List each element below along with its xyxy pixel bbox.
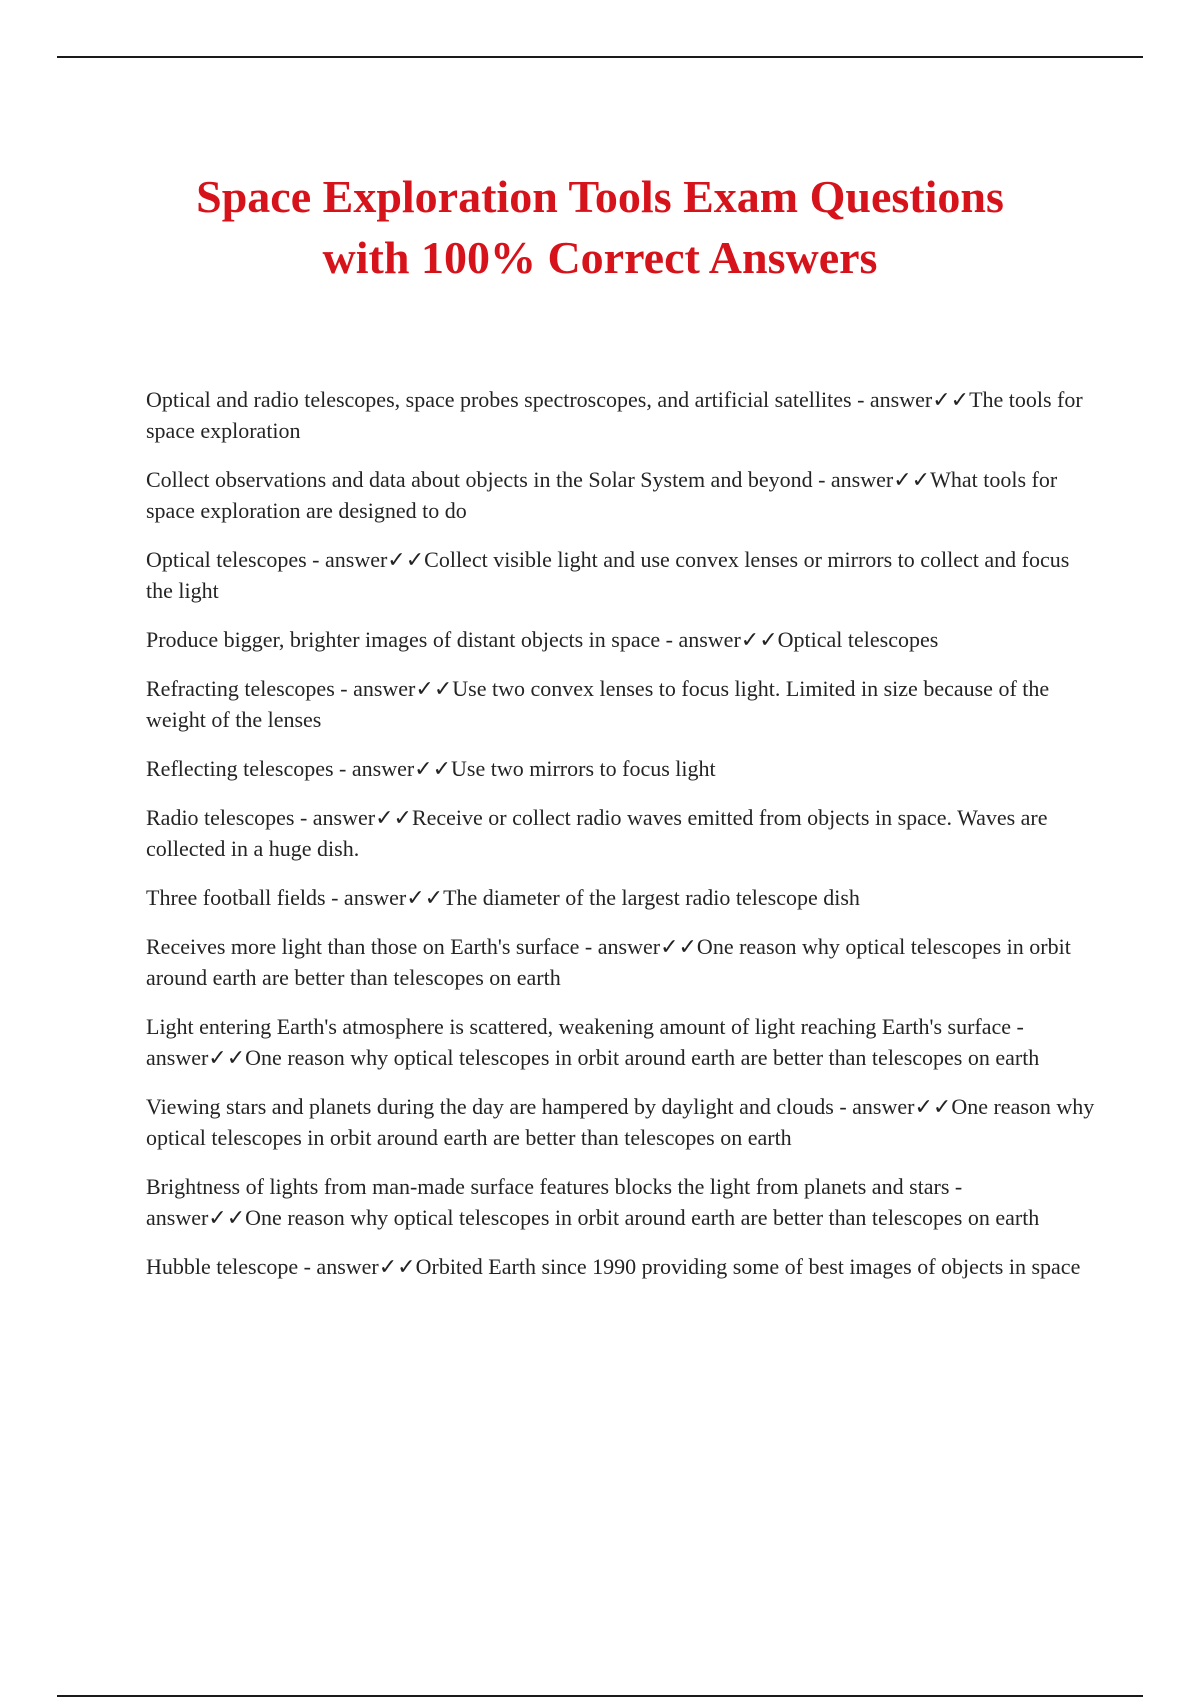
qa-item: Optical telescopes - answer✓✓Collect visible light and use convex lenses or mirrors to collect and focus the light	[146, 547, 1070, 603]
document-title-line-1: Space Exploration Tools Exam Questions	[196, 171, 1004, 222]
qa-item: Optical and radio telescopes, space probes spectroscopes, and artificial satellites - answer✓✓The tools for space exploration	[146, 387, 1083, 443]
qa-list	[146, 384, 1096, 1300]
document-title-line-2: with 100% Correct Answers	[322, 232, 878, 283]
qa-item: Viewing stars and planets during the day are hampered by daylight and clouds - answer✓✓One reason why optical telescopes in orbit around earth are better than telescopes on earth	[146, 1094, 1095, 1150]
qa-item: Brightness of lights from man-made surface features blocks the light from planets and stars - answer✓✓One reason why optical telescopes in orbit around earth are better than telescopes on earth	[146, 1174, 1040, 1230]
qa-item: Collect observations and data about objects in the Solar System and beyond - answer✓✓What tools for space exploration are designed to do	[146, 467, 1058, 523]
qa-item: Receives more light than those on Earth's surface - answer✓✓One reason why optical telescopes in orbit around earth are better than telescopes on earth	[146, 934, 1071, 990]
qa-item: Refracting telescopes - answer✓✓Use two convex lenses to focus light. Limited in size because of the weight of the lenses	[146, 676, 1050, 732]
bottom-rule	[57, 1695, 1143, 1697]
top-rule	[57, 56, 1143, 58]
qa-item: Hubble telescope - answer✓✓Orbited Earth since 1990 providing some of best images of objects in space	[146, 1254, 1081, 1279]
qa-item: Three football fields - answer✓✓The diameter of the largest radio telescope dish	[146, 885, 860, 910]
qa-item: Radio telescopes - answer✓✓Receive or collect radio waves emitted from objects in space. Waves are collected in a huge dish.	[146, 805, 1048, 861]
qa-item: Light entering Earth's atmosphere is scattered, weakening amount of light reaching Earth's surface - answer✓✓One reason why optical telescopes in orbit around earth are better than telescopes on earth	[146, 1014, 1040, 1070]
qa-item: Reflecting telescopes - answer✓✓Use two mirrors to focus light	[146, 756, 716, 781]
qa-item: Produce bigger, brighter images of distant objects in space - answer✓✓Optical telescopes	[146, 627, 939, 652]
document-title	[100, 166, 1100, 288]
